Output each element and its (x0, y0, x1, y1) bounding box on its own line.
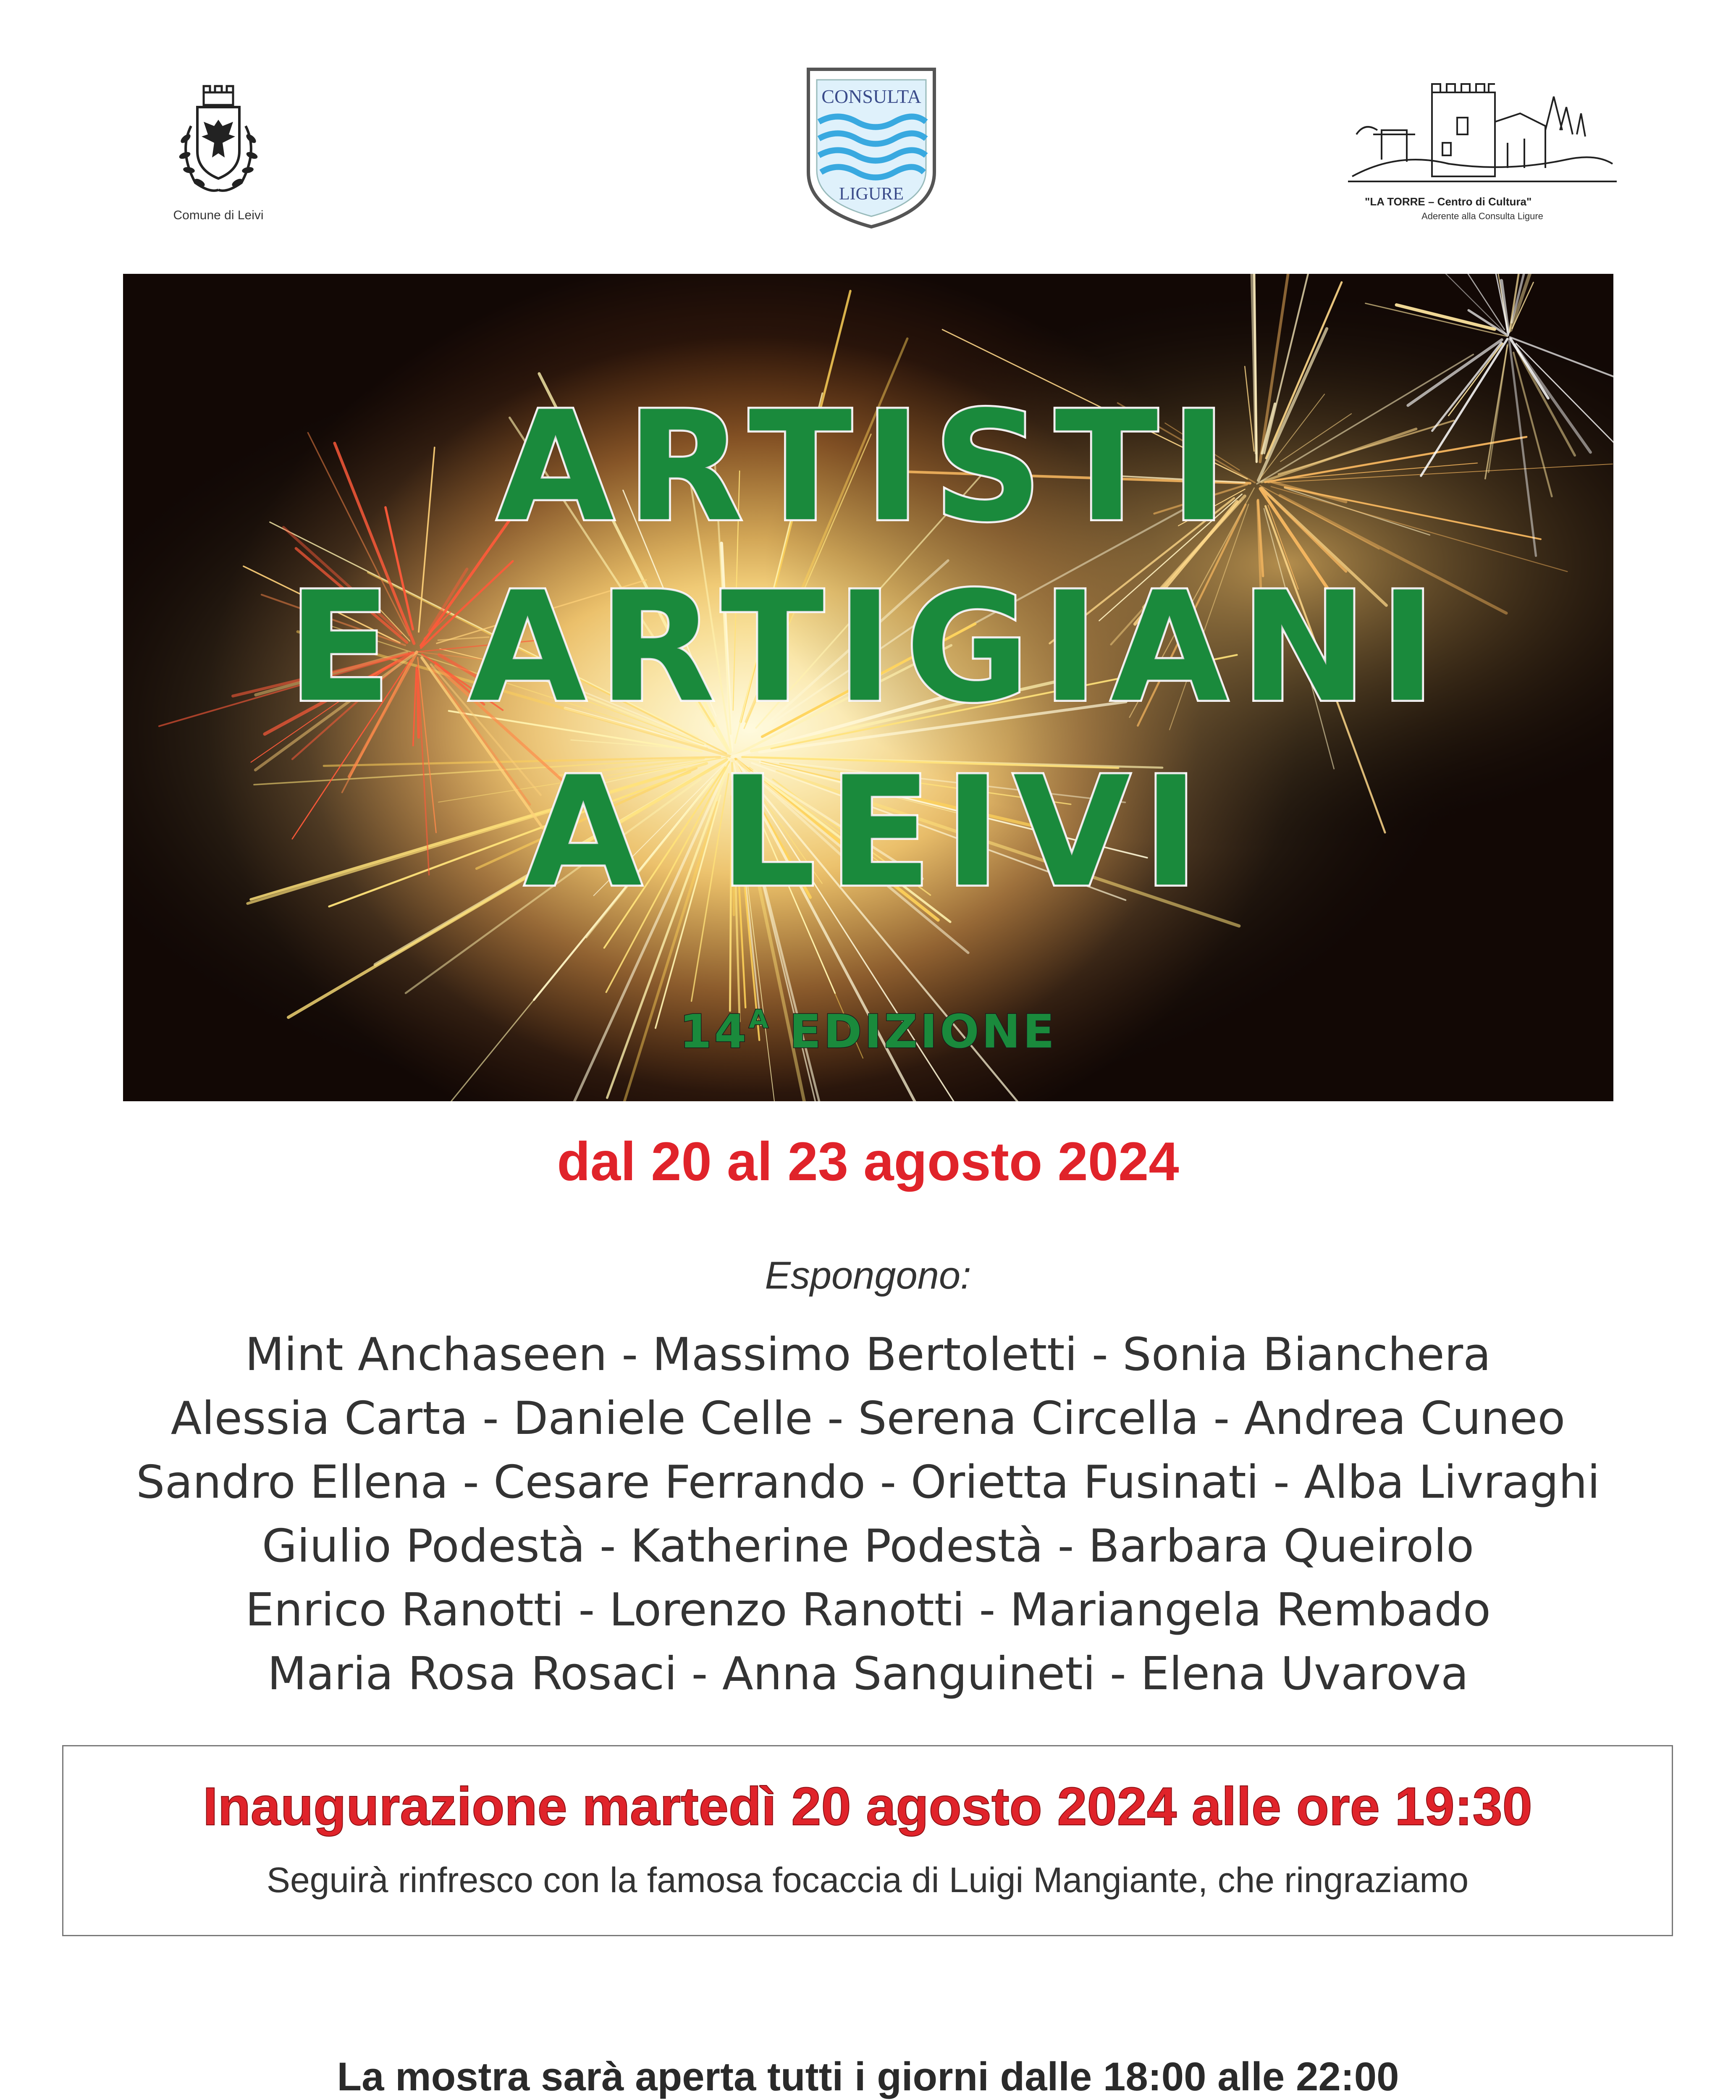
edition-superscript: A (749, 1005, 771, 1034)
torre-subcaption: Aderente alla Consulta Ligure (1421, 211, 1543, 221)
edition-number: 14 (679, 1005, 749, 1058)
consulta-top-text: CONSULTA (821, 86, 921, 107)
comune-caption: Comune di Leivi (173, 208, 264, 222)
inauguration-title: Inaugurazione martedì 20 agosto 2024 alle ore 19:30 (203, 1777, 1532, 1837)
artists-row: Enrico Ranotti - Lorenzo Ranotti - Mariangela Rembado (245, 1584, 1491, 1636)
artists-row: Giulio Podestà - Katherine Podestà - Barbara Queirolo (262, 1520, 1474, 1572)
event-dates: dal 20 al 23 agosto 2024 (557, 1131, 1179, 1192)
opening-hours: La mostra sarà aperta tutti i giorni dalle 18:00 alle 22:00 (337, 2054, 1399, 2099)
inauguration-subtitle: Seguirà rinfresco con la famosa focaccia di Luigi Mangiante, che ringraziamo (266, 1860, 1469, 1900)
edition-word: EDIZIONE (771, 1005, 1057, 1058)
hero-fireworks-banner (123, 274, 1613, 1101)
artists-row: Alessia Carta - Daniele Celle - Serena Circella - Andrea Cuneo (170, 1392, 1566, 1445)
torre-caption: "LA TORRE – Centro di Cultura" (1365, 195, 1532, 208)
title-line-2: E ARTIGIANI (288, 559, 1449, 735)
title-line-3: A LEIVI (524, 744, 1212, 920)
exhibitors-heading: Espongono: (765, 1254, 971, 1297)
artists-row: Maria Rosa Rosaci - Anna Sanguineti - Elena Uvarova (267, 1648, 1469, 1700)
coat-of-arms-icon (155, 80, 281, 206)
artists-list (0, 1323, 1736, 1706)
la-torre-logo (1348, 67, 1617, 244)
artists-row: Mint Anchaseen - Massimo Bertoletti - Sonia Bianchera (245, 1328, 1491, 1381)
consulta-shield-icon (800, 63, 943, 231)
consulta-ligure-logo (800, 63, 943, 231)
inauguration-box (62, 1745, 1673, 1936)
edition-label (123, 1005, 1613, 1058)
consulta-bottom-text: LIGURE (839, 184, 904, 204)
artists-row: Sandro Ellena - Cesare Ferrando - Orietta Fusinati - Alba Livraghi (136, 1456, 1600, 1509)
tower-drawing-icon (1348, 67, 1617, 193)
title-line-1: ARTISTI (497, 379, 1240, 555)
comune-di-leivi-logo (151, 80, 286, 239)
